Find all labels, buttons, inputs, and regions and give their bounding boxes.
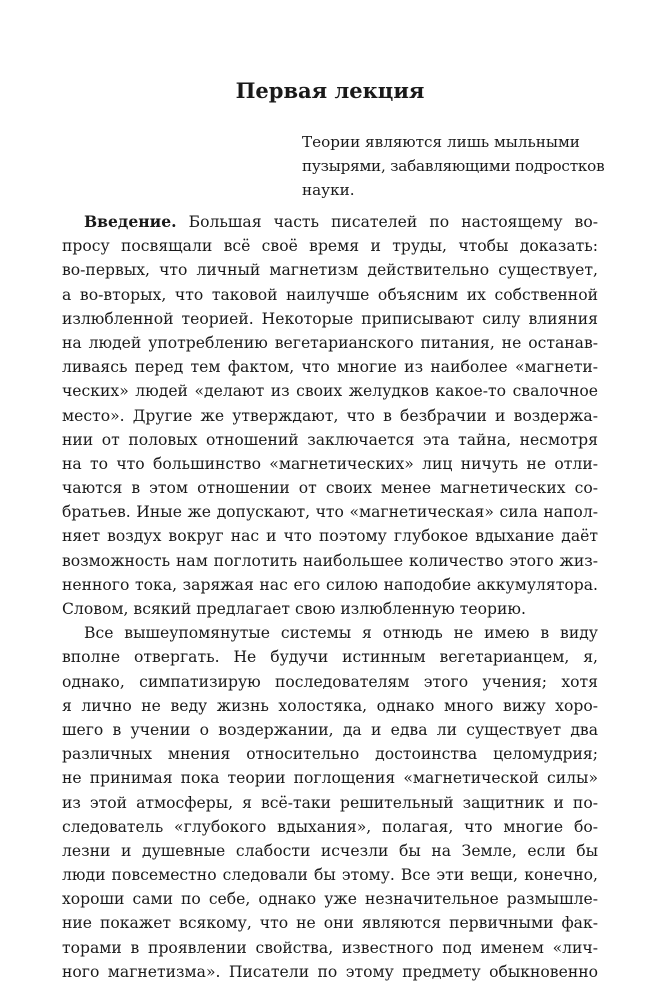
paragraph-2-line: лезни и душевные слабости исчезли бы на Земле, если бы [62,841,598,860]
paragraph-2-line: Все вышеупомянутые системы я отнюдь не имею в виду [84,624,598,643]
paragraph-1-line: братьев. Иные же допускают, что «магнетическая» сила напол- [62,503,598,522]
paragraph-1-line: а во-вторых, что таковой наилучше объясним их собственной [62,285,598,304]
paragraph-1-first-line: Большая часть писателей по настоящему во- [176,213,598,231]
paragraph-1-line: ливаясь перед тем фактом, что многие из наиболее «магнети- [62,358,598,377]
paragraph-1-line: чаются в этом отношении от своих менее магнетических со- [62,479,598,498]
epigraph-line: науки. [302,181,355,199]
paragraph-2-line: следователь «глубокого вдыхания», полагая, что многие бо- [62,817,598,836]
paragraph-1-line: ческих» людей «делают из своих желудков какое-то свалочное [62,382,598,401]
paragraph-2-line: шего в учении о воздержании, да и едва ли существует два [62,720,598,739]
paragraph-2-line: из этой атмосферы, я всё-таки решительный защитник и по- [62,793,598,812]
paragraph-2-line: не принимая пока теории поглощения «магнетической силы» [62,769,598,788]
paragraph-2-line: ние покажет всякому, что не они являются первичными фак- [62,914,598,933]
paragraph-2-line: ного магнетизма». Писатели по этому предмету обыкновенно [62,962,598,981]
paragraph-1-line: ненного тока, заряжая нас его силою наподобие аккумулятора. [62,575,598,594]
paragraph-1-line: на то что большинство «магнетических» лиц ничуть не отли- [62,454,598,473]
paragraph-2-line: я лично не веду жизнь холостяка, однако много вижу хоро- [62,696,598,715]
epigraph [302,130,604,202]
paragraph-2-line: люди повсеместно следовали бы этому. Все эти вещи, конечно, [62,866,598,885]
paragraph-2-line: хороши сами по себе, однако уже незначительное размышле- [62,890,598,909]
paragraph-2-line: различных мнения относительно достоинства целомудрия; [62,745,598,764]
paragraph-1-line: Словом, всякий предлагает свою излюбленную теорию. [62,600,526,618]
paragraph-1-line [62,210,598,234]
paragraph-1-line: няет воздух вокруг нас и что поэтому глубокое вдыхание даёт [62,527,598,546]
paragraph-2-line: однако, симпатизирую последователям этого учения; хотя [62,672,598,691]
section-lead: Введение. [84,212,177,231]
paragraph-2-line: торами в проявлении свойства, известного под именем «лич- [62,938,598,957]
paragraph-1-line: на людей употреблению вегетарианского питания, не останав- [62,333,598,352]
epigraph-line: пузырями, забавляющими подростков [302,157,605,175]
paragraph-1-line: просу посвящали всё своё время и труды, чтобы доказать: [62,237,598,256]
paragraph-1-line: излюбленной теорией. Некоторые приписывают силу влияния [62,309,598,328]
chapter-title: Первая лекция [235,78,425,103]
paragraph-1-line: возможность нам поглотить наибольшее количество этого жиз- [62,551,598,570]
paragraph-1-line: во-первых, что личный магнетизм действительно существует, [62,261,598,280]
paragraph-1-line: место». Другие же утверждают, что в безбрачии и воздержа- [62,406,598,425]
paragraph-1-line: нии от половых отношений заключается эта тайна, несмотря [62,430,598,449]
paragraph-2-line: вполне отвергать. Не будучи истинным вегетарианцем, я, [62,648,598,667]
body-text [62,210,598,984]
epigraph-line: Теории являются лишь мыльными [302,133,580,151]
